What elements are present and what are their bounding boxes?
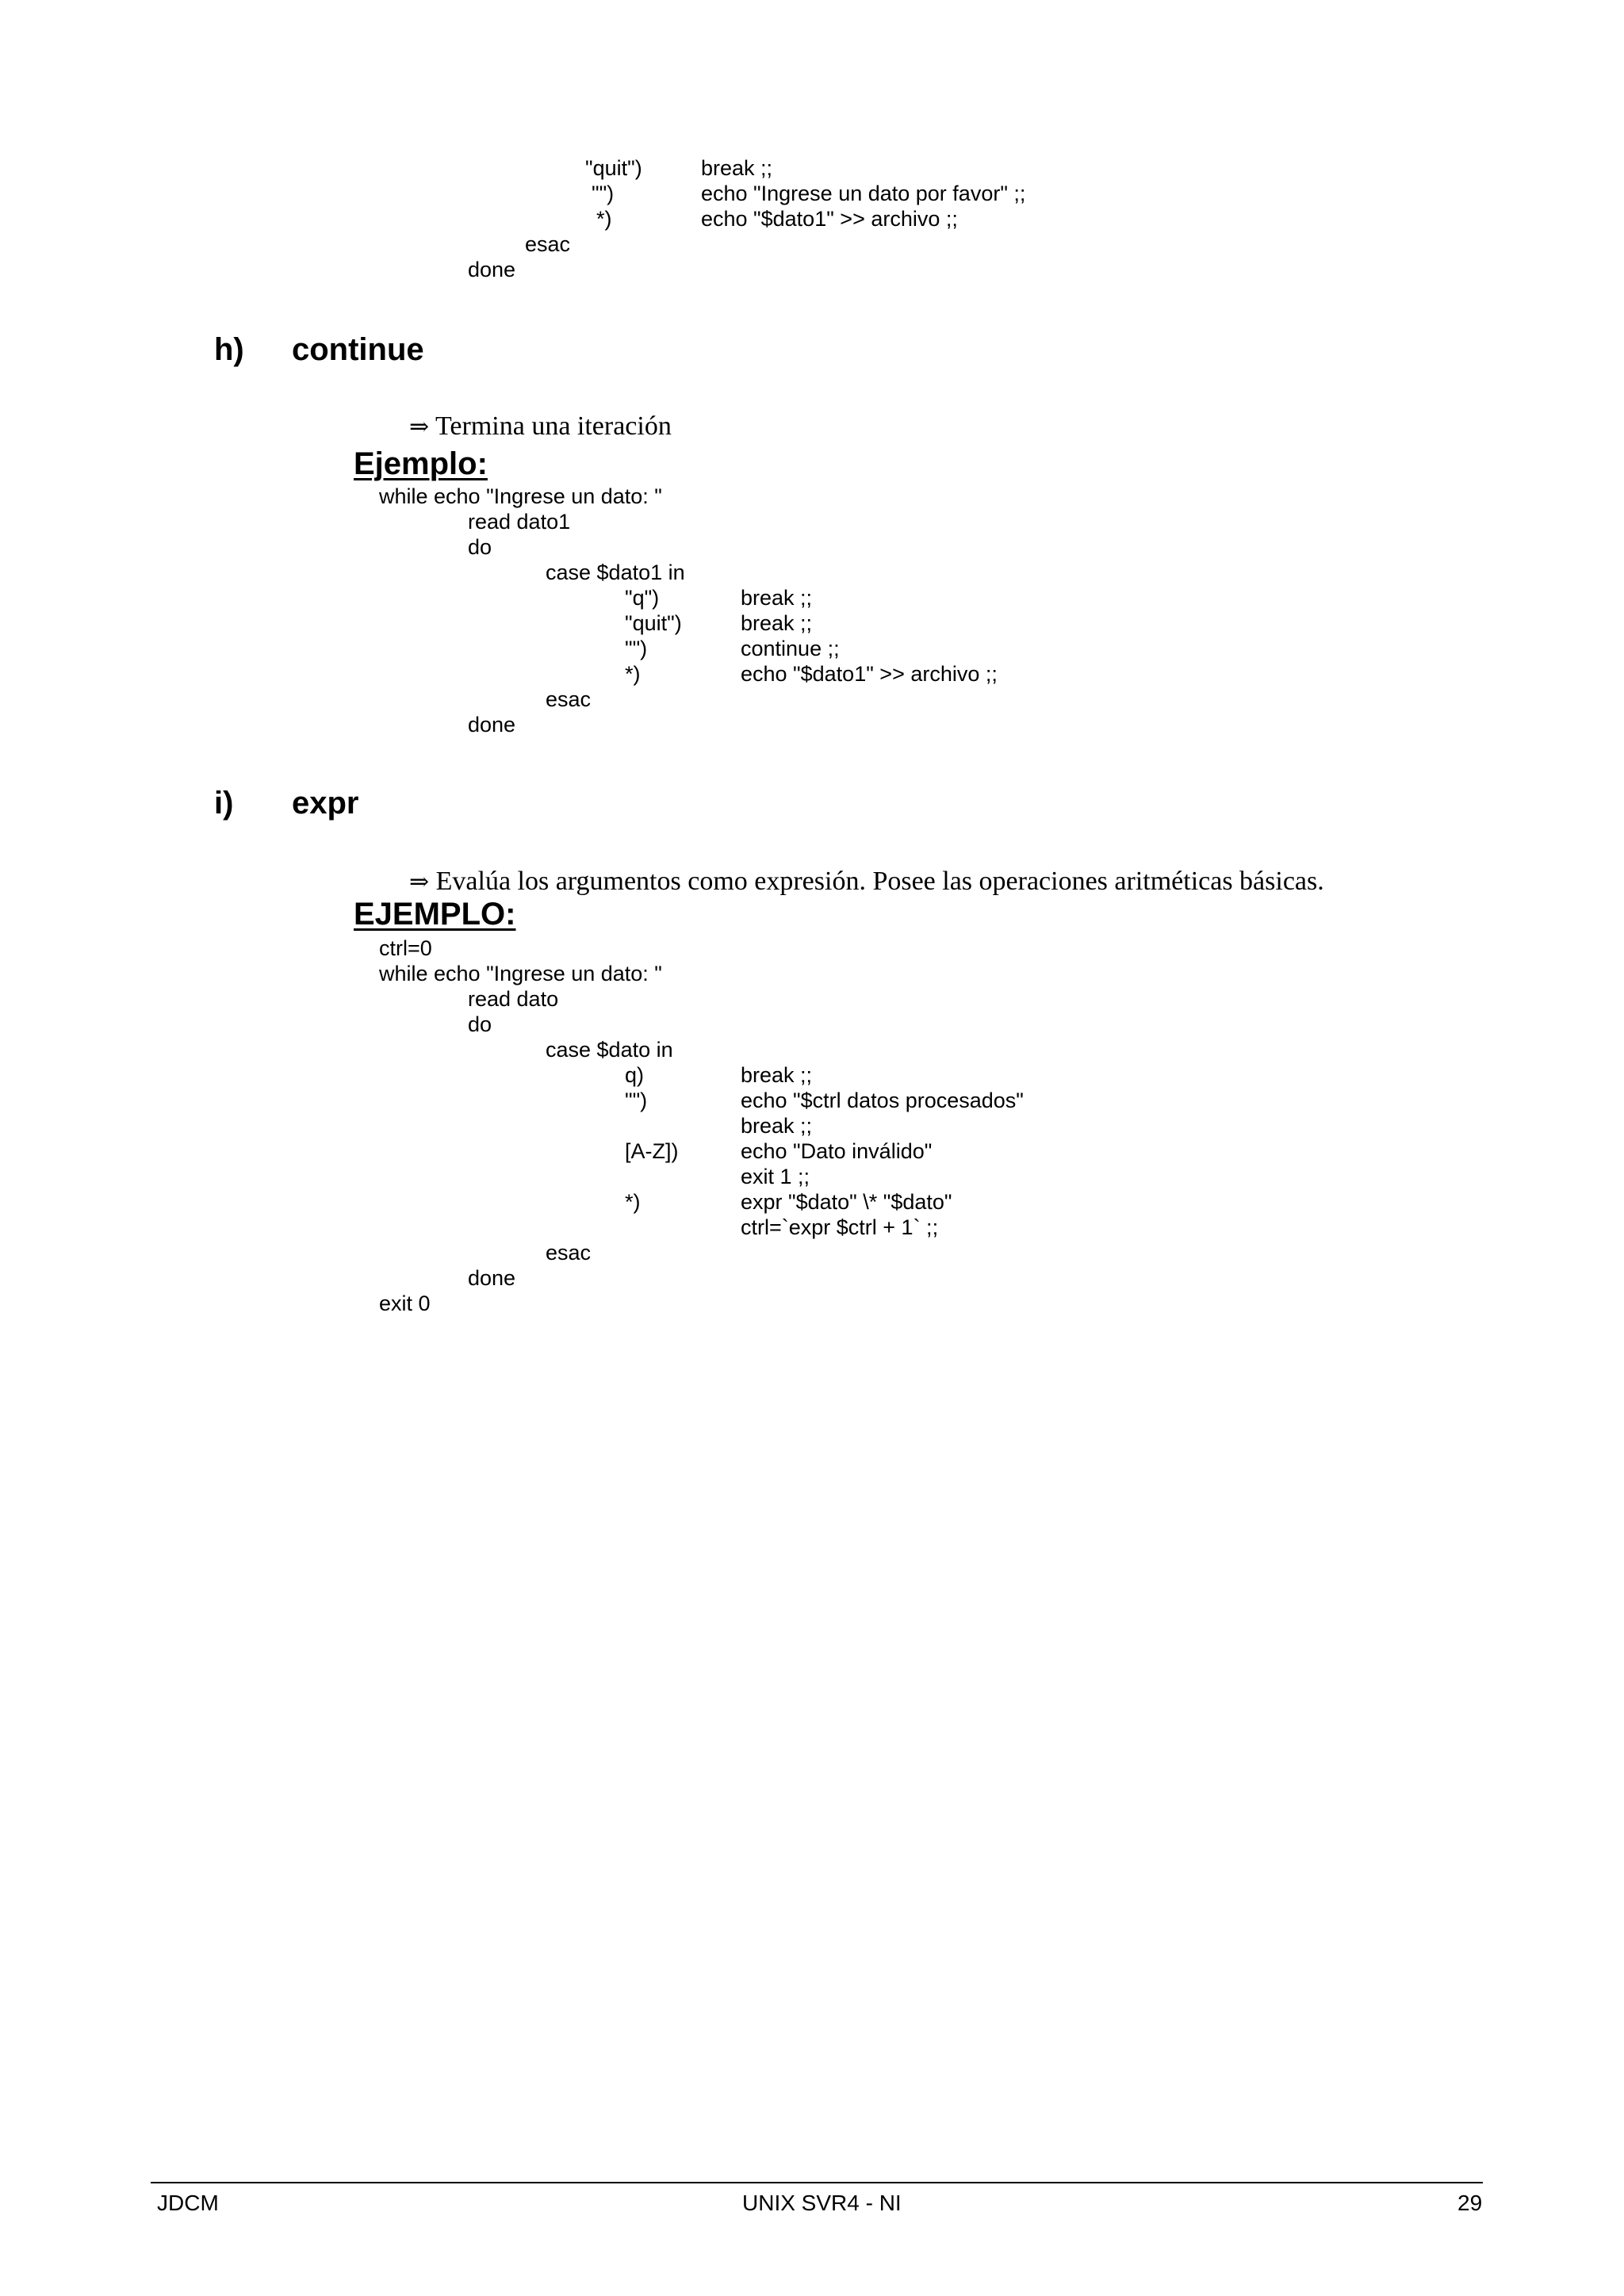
code-line: "") bbox=[592, 182, 615, 205]
code-line: case $dato1 in bbox=[546, 561, 685, 584]
code-line: q) bbox=[625, 1063, 645, 1087]
code-line: break ;; bbox=[701, 156, 773, 180]
example-title: EJEMPLO: bbox=[354, 897, 516, 932]
code-line: echo "$dato1" >> archivo ;; bbox=[701, 207, 958, 231]
example-title: Ejemplo: bbox=[354, 446, 488, 481]
code-line: *) bbox=[625, 662, 641, 686]
code-line: break ;; bbox=[741, 1063, 813, 1087]
code-line: done bbox=[468, 1266, 516, 1290]
code-line: break ;; bbox=[741, 1114, 813, 1138]
code-line: echo "$ctrl datos procesados" bbox=[741, 1089, 1024, 1112]
code-line: done bbox=[468, 258, 516, 281]
code-line: while echo "Ingrese un dato: " bbox=[379, 962, 662, 985]
code-line: read dato bbox=[468, 987, 559, 1011]
section-letter: h) bbox=[214, 332, 244, 367]
code-line: esac bbox=[546, 687, 592, 711]
code-line: exit 1 ;; bbox=[741, 1165, 810, 1188]
code-line: continue ;; bbox=[741, 637, 840, 660]
code-line: exit 0 bbox=[379, 1292, 431, 1315]
code-line: break ;; bbox=[741, 611, 813, 635]
code-line: do bbox=[468, 535, 492, 559]
code-line: *) bbox=[625, 1190, 641, 1214]
code-line: *) bbox=[596, 207, 612, 231]
code-line: ctrl=0 bbox=[379, 936, 432, 960]
code-line: esac bbox=[525, 232, 571, 256]
description-text: Termina una iteración bbox=[435, 411, 672, 441]
code-line: "q") bbox=[625, 586, 660, 610]
footer-title: UNIX SVR4 - NI bbox=[742, 2191, 902, 2215]
code-line: echo "Dato inválido" bbox=[741, 1139, 933, 1163]
code-line: done bbox=[468, 713, 516, 737]
implies-arrow-icon: ⇒ bbox=[409, 868, 430, 896]
code-line: "quit") bbox=[625, 611, 682, 635]
code-line: "") bbox=[625, 1089, 648, 1112]
code-line: echo "Ingrese un dato por favor" ;; bbox=[701, 182, 1026, 205]
code-line: esac bbox=[546, 1241, 592, 1265]
footer-divider bbox=[151, 2182, 1483, 2183]
code-line: "quit") bbox=[585, 156, 642, 180]
code-line: "") bbox=[625, 637, 648, 660]
code-line: while echo "Ingrese un dato: " bbox=[379, 484, 662, 508]
implies-arrow-icon: ⇒ bbox=[409, 413, 430, 441]
code-line: expr "$dato" \* "$dato" bbox=[741, 1190, 952, 1214]
code-line: echo "$dato1" >> archivo ;; bbox=[741, 662, 998, 686]
section-description bbox=[382, 834, 1324, 930]
code-line: ctrl=`expr $ctrl + 1` ;; bbox=[741, 1215, 939, 1239]
footer-author: JDCM bbox=[157, 2191, 219, 2215]
section-letter: i) bbox=[214, 786, 234, 821]
code-line: [A-Z]) bbox=[625, 1139, 679, 1163]
section-title: continue bbox=[292, 332, 424, 367]
description-text: Evalúa los argumentos como expresión. Posee las operaciones aritméticas básicas. bbox=[435, 867, 1324, 896]
code-line: case $dato in bbox=[546, 1038, 673, 1062]
section-title: expr bbox=[292, 786, 359, 821]
code-line: break ;; bbox=[741, 586, 813, 610]
code-line: read dato1 bbox=[468, 510, 571, 534]
page-number: 29 bbox=[1457, 2191, 1483, 2215]
code-line: do bbox=[468, 1012, 492, 1036]
